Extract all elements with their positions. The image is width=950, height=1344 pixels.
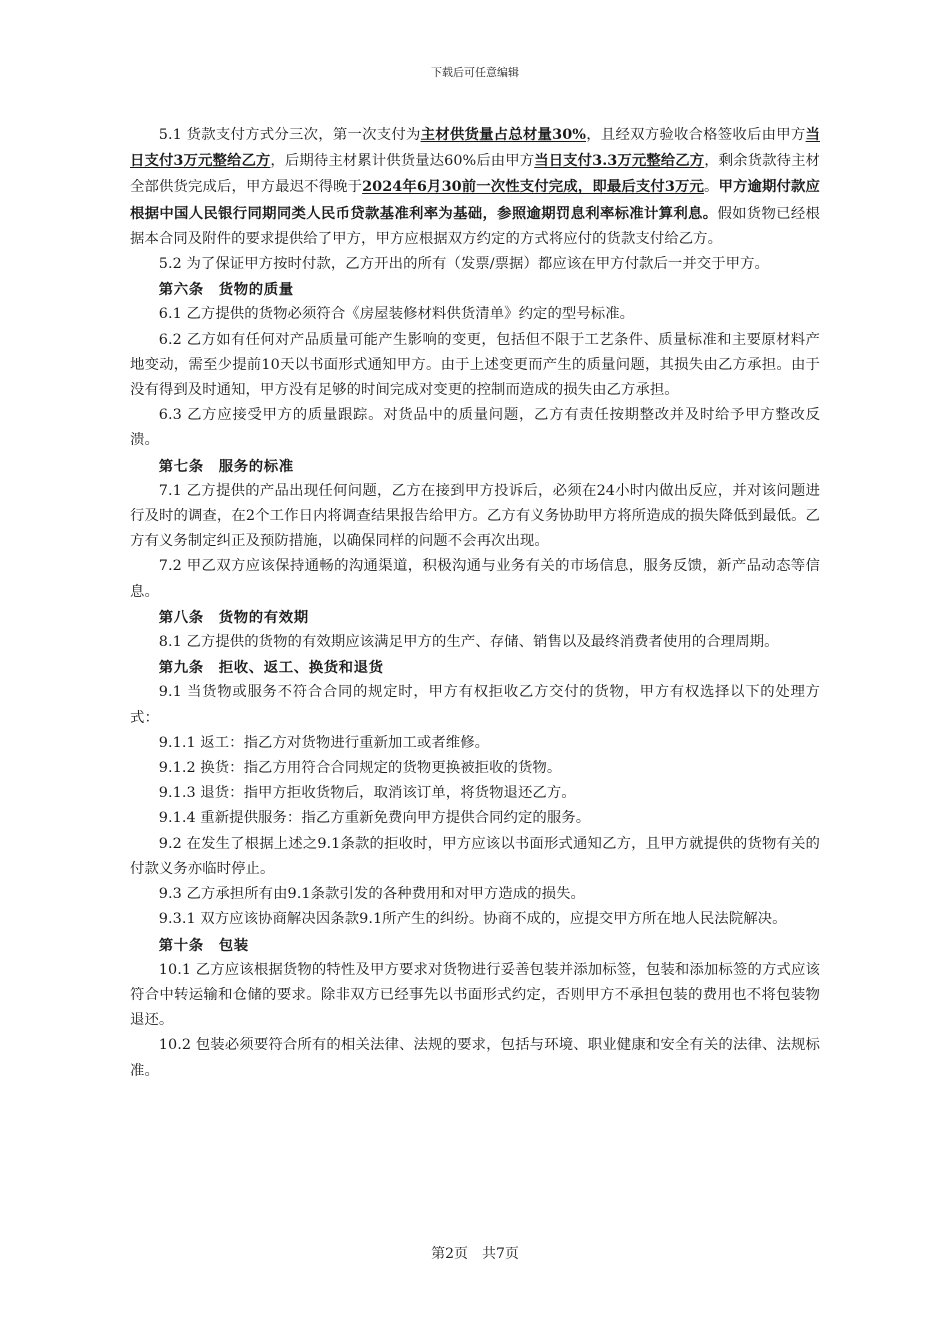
article-10-heading: 第十条 包装 [158,936,249,954]
underlined-term: 当日支付3万元整给乙方 [130,126,820,170]
page-header: 下载后可任意编辑 [431,66,519,79]
article-9-heading: 第九条 拒收、返工、换货和退货 [158,659,384,677]
text-run: 5.1 货款支付方式分三次，第一次支付为 [158,127,421,143]
text-run: ，且经双方验收合格签收后由甲方 [586,127,806,143]
text-run: 假如货物已经根据本合同及附件的要求提供给了甲方，甲方应根据双方约定的方式将应付的货款支付给乙方。 [130,205,820,247]
clause-9-3-1: 9.3.1 双方应该协商解决因条款9.1所产生的纠纷。协商不成的，应提交甲方所在地人民法院解决。 [158,911,787,928]
article-6-heading: 第六条 货物的质量 [158,281,294,299]
clause-9-3: 9.3 乙方承担所有由9.1条款引发的各种费用和对甲方造成的损失。 [158,886,585,903]
text-run: 。 [704,179,719,196]
underlined-term: 主材供货量占总材量30% [420,126,587,143]
clause-9-1-4: 9.1.4 重新提供服务：指乙方重新免费向甲方提供合同约定的服务。 [158,810,591,827]
bold-clause: 甲方逾期付款应根据中国人民银行同期同类人民币贷款基准利率为基础，参照逾期罚息利率标准计算利息。 [130,178,820,222]
clause-9-1: 9.1 当货物或服务不符合合同的规定时，甲方有权拒收乙方交付的货物，甲方有权选择以下的处理方式： [130,684,820,726]
clause-5-2: 5.2 为了保证甲方按时付款，乙方开出的所有（发票/票据）都应该在甲方付款后一并交于甲方。 [158,256,769,273]
clause-5-1 [130,122,820,252]
underlined-term: 当日支付3.3万元整给乙方 [534,152,705,170]
clause-9-2: 9.2 在发生了根据上述之9.1条款的拒收时，甲方应该以书面形式通知乙方，且甲方就提供的货物有关的付款义务亦临时停止。 [130,835,820,877]
article-7-heading: 第七条 服务的标准 [158,457,294,475]
clause-6-2: 6.2 乙方如有任何对产品质量可能产生影响的变更，包括但不限于工艺条件、质量标准和主要原材料产地变动，需至少提前10天以书面形式通知甲方。由于上述变更而产生的质量问题，其损失由乙方承担。由于没有得到及时通知，甲方没有足够的时间完成对变更的控制而造成的损失由乙方承担。 [130,331,820,399]
clause-7-2: 7.2 甲乙双方应该保持通畅的沟通渠道，积极沟通与业务有关的市场信息，服务反馈，新产品动态等信息。 [130,558,820,600]
clause-10-2: 10.2 包装必须要符合所有的相关法律、法规的要求，包括与环境、职业健康和安全有关的法律、法规标准。 [130,1037,820,1079]
underlined-term: 2024年6月30前一次性支付完成，即最后支付3万元 [362,178,704,196]
clause-9-1-2: 9.1.2 换货：指乙方用符合合同规定的货物更换被拒收的货物。 [158,760,562,777]
article-8-heading: 第八条 货物的有效期 [158,608,309,626]
page-footer: 第2页 共7页 [431,1246,519,1262]
clause-6-3: 6.3 乙方应接受甲方的质量跟踪。对货品中的质量问题，乙方有责任按期整改并及时给予甲方整改反溃。 [130,407,820,449]
document-body [130,122,820,1084]
clause-6-1: 6.1 乙方提供的货物必须符合《房屋装修材料供货清单》约定的型号标准。 [158,306,635,323]
clause-7-1: 7.1 乙方提供的产品出现任何问题，乙方在接到甲方投诉后，必须在24小时内做出反应，并对该问题进行及时的调查，在2个工作日内将调查结果报告给甲方。乙方有义务协助甲方将所造成的损失降低到最低。乙方有义务制定纠正及预防措施，以确保同样的问题不会再次出现。 [130,482,820,550]
text-run: ，后期待主材累计供货量达60%后由甲方 [270,153,535,170]
clause-9-1-3: 9.1.3 退货：指甲方拒收货物后，取消该订单，将货物退还乙方。 [158,785,576,802]
clause-8-1: 8.1 乙方提供的货物的有效期应该满足甲方的生产、存储、销售以及最终消费者使用的合理周期。 [158,634,779,651]
clause-10-1: 10.1 乙方应该根据货物的特性及甲方要求对货物进行妥善包装并添加标签，包装和添加标签的方式应该符合中转运输和仓储的要求。除非双方已经事先以书面形式约定，否则甲方不承担包装的费用也不将包装物退还。 [130,961,820,1029]
text-run: ，剩余货款待主材全部供货完成后，甲方最迟不得晚于 [130,153,821,196]
clause-9-1-1: 9.1.1 返工：指乙方对货物进行重新加工或者维修。 [158,734,490,751]
